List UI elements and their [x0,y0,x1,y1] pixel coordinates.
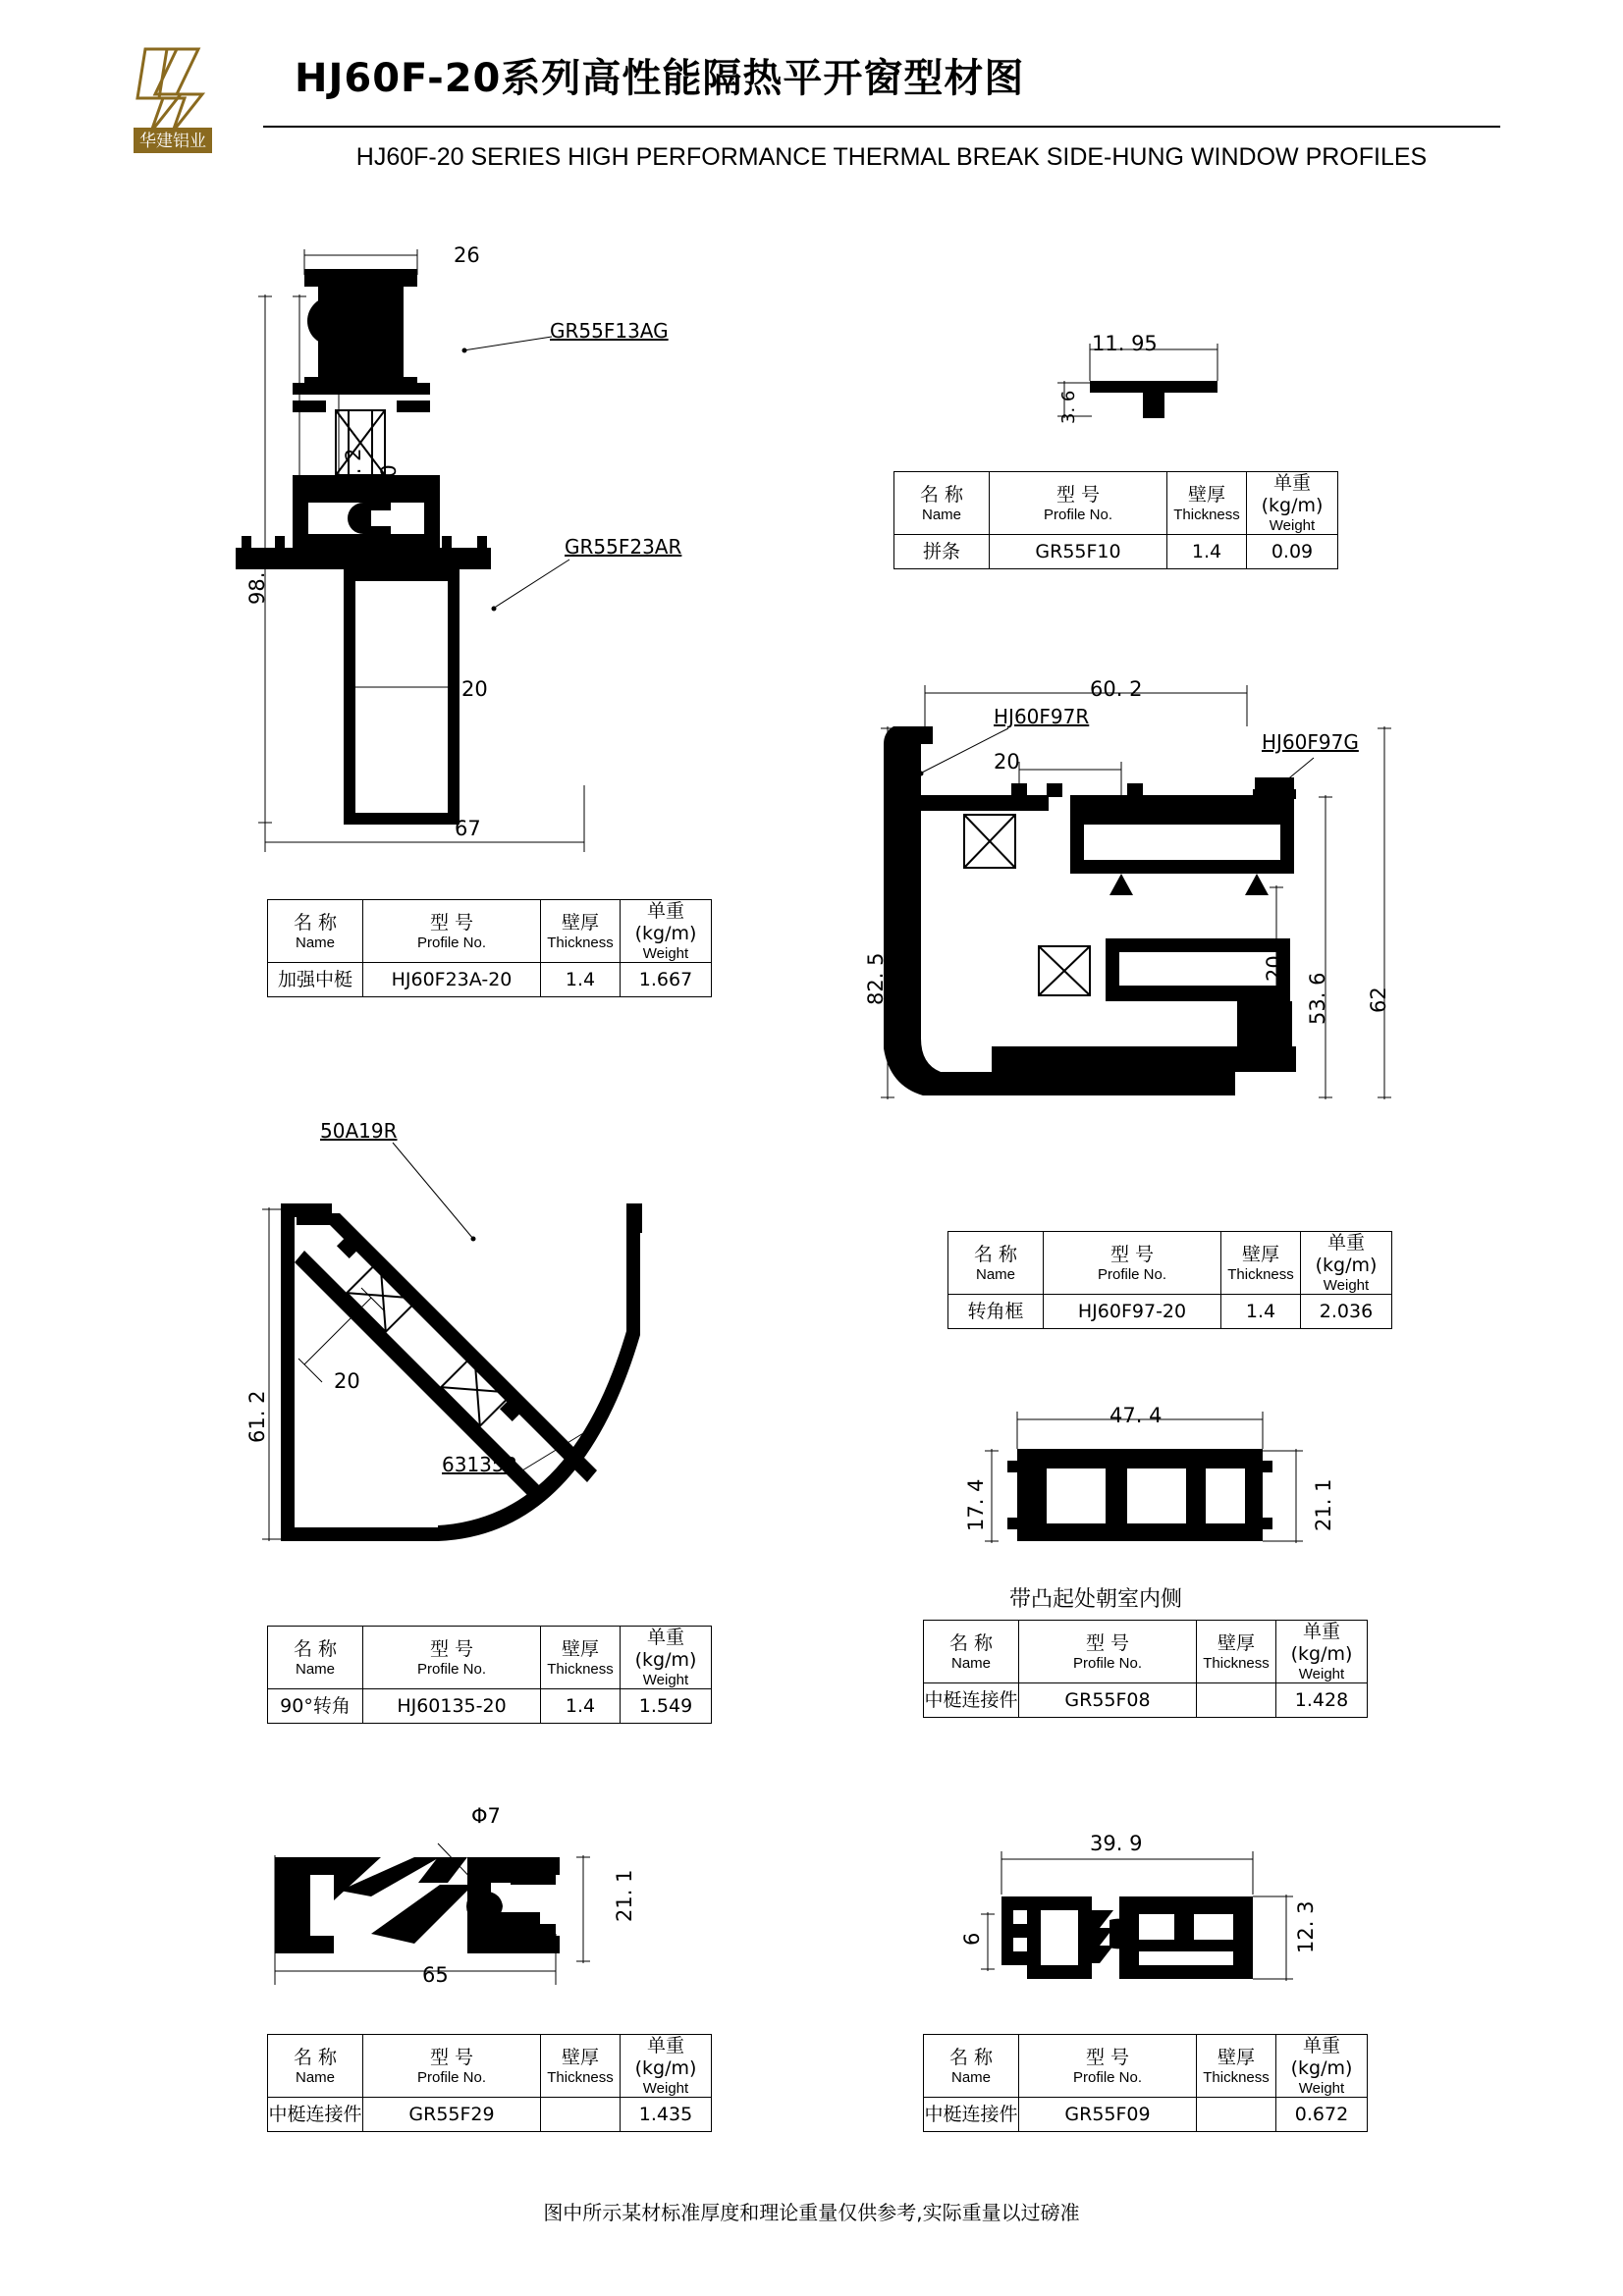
leader-gr55f23ar [491,548,579,626]
th-weight: 单重(kg/m) Weight [621,1627,712,1689]
dim-53-6: 53. 6 [1306,972,1329,1025]
dim-20-corner: 20 [334,1369,360,1393]
spec-table-connector-09 [923,2034,1368,2132]
dim-65: 65 [422,1963,449,1987]
th-weight: 单重(kg/m) Weight [1276,1621,1368,1683]
fig-mullion-connector-29-drawing [245,1796,658,2012]
th-thickness: 壁厚 Thickness [541,900,621,963]
th-name: 名 称 Name [924,1621,1019,1683]
td-model: GR55F09 [1019,2098,1197,2132]
dim-21-1-b: 21. 1 [613,1869,636,1922]
td-name: 中梃连接件 [268,2098,363,2132]
dim-61-2: 61. 2 [245,1390,269,1443]
td-thickness: 1.4 [1221,1295,1301,1329]
td-thickness [541,2098,621,2132]
label-50A19R: 50A19R [320,1119,398,1143]
dim-82-5: 82. 5 [864,952,888,1005]
dim-67: 67 [455,817,481,840]
th-model: 型 号 Profile No. [363,900,541,963]
fig-glazing-bar-drawing [1031,324,1286,452]
td-thickness: 1.4 [1167,535,1247,569]
th-model: 型 号 Profile No. [363,2035,541,2098]
dim-60-2: 60. 2 [342,448,365,501]
td-name: 加强中梃 [268,963,363,997]
table-row [268,1689,712,1724]
title-divider [263,126,1500,128]
th-model: 型 号 Profile No. [990,472,1167,535]
th-name: 名 称 Name [268,900,363,963]
dim-6: 6 [960,1932,984,1946]
th-thickness: 壁厚 Thickness [1167,472,1247,535]
td-name: 中梃连接件 [924,2098,1019,2132]
td-weight: 1.428 [1276,1683,1368,1718]
spec-table-corner-frame [947,1231,1392,1329]
th-name: 名 称 Name [268,1627,363,1689]
td-model: HJ60135-20 [363,1689,541,1724]
th-weight: 单重(kg/m) Weight [621,900,712,963]
td-thickness: 1.4 [541,963,621,997]
table-row [948,1295,1392,1329]
td-thickness: 1.4 [541,1689,621,1724]
table-row [924,2098,1368,2132]
dim-phi7: Φ7 [471,1804,501,1828]
label-63135R: 63135R [442,1453,518,1476]
dim-98-2: 98. 2 [245,552,269,605]
leader-63135r [520,1423,609,1482]
td-model: GR55F10 [990,535,1167,569]
th-weight: 单重(kg/m) Weight [621,2035,712,2098]
label-GR55F13AG: GR55F13AG [550,319,669,343]
spec-table-connector-29 [267,2034,712,2132]
th-thickness: 壁厚 Thickness [1197,2035,1276,2098]
table-row [268,963,712,997]
td-weight: 0.09 [1247,535,1338,569]
logo-text: 华建铝业 [139,132,206,151]
th-model: 型 号 Profile No. [363,1627,541,1689]
dim-20-frame-right: 20 [1263,955,1286,982]
dim-3-6: 3. 6 [1058,390,1079,424]
th-name: 名 称 Name [894,472,990,535]
sheet-title-cn: HJ60F-20系列高性能隔热平开窗型材图 [295,56,1025,101]
th-name: 名 称 Name [268,2035,363,2098]
dim-20-frame-top: 20 [994,750,1020,774]
td-weight: 0.672 [1276,2098,1368,2132]
dim-47-4: 47. 4 [1109,1404,1163,1427]
th-thickness: 壁厚 Thickness [541,1627,621,1689]
table-row [924,1683,1368,1718]
dim-17-4: 17. 4 [964,1478,988,1531]
dim-20-leg: 20 [461,677,488,701]
th-model: 型 号 Profile No. [1019,2035,1197,2098]
th-weight: 单重(kg/m) Weight [1276,2035,1368,2098]
footer-note: 图中所示某材标准厚度和理论重量仅供参考,实际重量以过磅准 [543,2201,1080,2224]
th-thickness: 壁厚 Thickness [541,2035,621,2098]
spec-table-reinforced-mullion [267,899,712,997]
dim-39-9: 39. 9 [1090,1832,1143,1855]
th-name: 名 称 Name [948,1232,1044,1295]
td-thickness [1197,2098,1276,2132]
td-weight: 1.435 [621,2098,712,2132]
th-thickness: 壁厚 Thickness [1197,1621,1276,1683]
label-HJ60F97R: HJ60F97R [994,705,1090,728]
td-model: GR55F29 [363,2098,541,2132]
th-thickness: 壁厚 Thickness [1221,1232,1301,1295]
dim-60-2-frame: 60. 2 [1090,677,1143,701]
spec-table-connector-08 [923,1620,1368,1718]
dim-20-upper: 20 [377,464,401,491]
dim-21-1: 21. 1 [1312,1478,1335,1531]
td-weight: 1.549 [621,1689,712,1724]
sheet-header [0,0,1623,206]
table-row [894,535,1338,569]
dim-26: 26 [454,243,480,267]
leader-gr55f13ag [461,319,560,388]
th-name: 名 称 Name [924,2035,1019,2098]
th-model: 型 号 Profile No. [1019,1621,1197,1683]
leader-50a19r [391,1141,489,1249]
td-weight: 1.667 [621,963,712,997]
td-name: 中梃连接件 [924,1683,1019,1718]
spec-table-glazing-bar [893,471,1338,569]
spec-table-90-corner [267,1626,712,1724]
label-HJ60F97G: HJ60F97G [1262,730,1359,754]
th-model: 型 号 Profile No. [1044,1232,1221,1295]
td-name: 拼条 [894,535,990,569]
td-name: 转角框 [948,1295,1044,1329]
td-model: HJ60F97-20 [1044,1295,1221,1329]
td-weight: 2.036 [1301,1295,1392,1329]
note-protrusion-indoor: 带凸起处朝室内侧 [1009,1587,1183,1612]
table-row [268,2098,712,2132]
leader-hj60f97g [1251,756,1329,815]
dim-12-3: 12. 3 [1294,1900,1318,1953]
dim-62: 62 [1367,987,1390,1013]
company-logo [116,37,263,155]
th-weight: 单重(kg/m) Weight [1301,1232,1392,1295]
dim-11-95: 11. 95 [1092,332,1158,355]
th-weight: 单重(kg/m) Weight [1247,472,1338,535]
td-model: GR55F08 [1019,1683,1197,1718]
leader-hj60f97r [918,726,1026,795]
td-model: HJ60F23A-20 [363,963,541,997]
sheet-title-en: HJ60F-20 SERIES HIGH PERFORMANCE THERMAL BREAK SIDE-HUNG WINDOW PROFILES [355,143,1428,171]
label-GR55F23AR: GR55F23AR [565,535,682,559]
td-name: 90°转角 [268,1689,363,1724]
td-thickness [1197,1683,1276,1718]
